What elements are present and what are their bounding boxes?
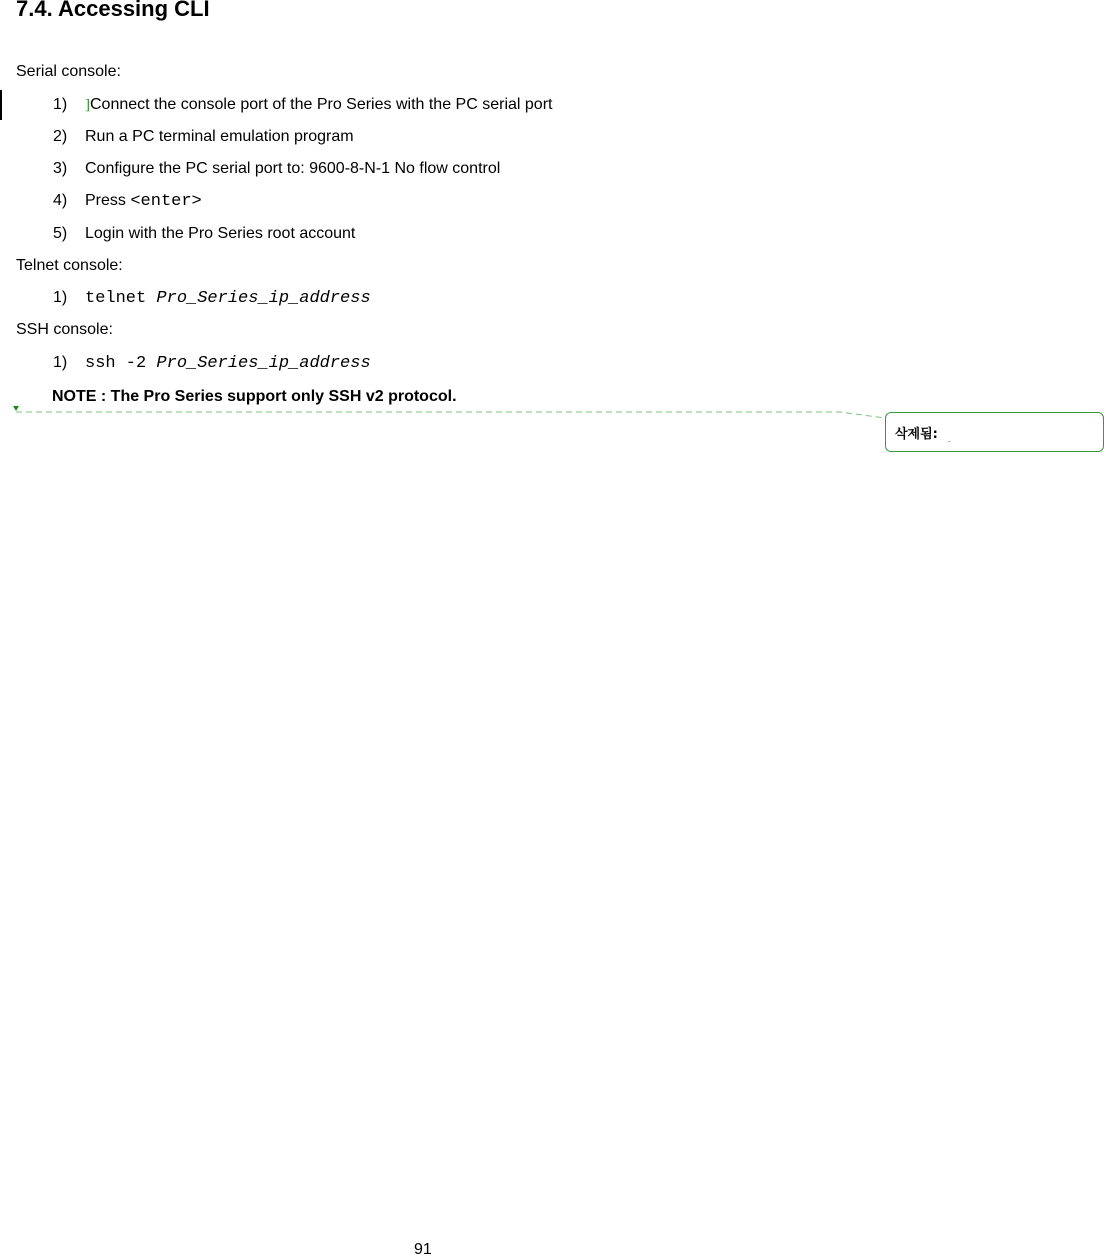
change-bar	[0, 90, 2, 120]
serial-step-5	[53, 225, 355, 243]
step-number: 1)	[53, 354, 68, 371]
step-text: Configure the PC serial port to: 9600-8-N-1 No flow control	[85, 160, 501, 177]
step-text: Login with the Pro Series root account	[85, 225, 356, 242]
step-number: 4)	[53, 192, 68, 209]
tracked-change-bracket: ]	[85, 97, 90, 113]
ssh-note: NOTE : The Pro Series support only SSH v2 protocol.	[52, 388, 457, 405]
step-text: Connect the console port of the Pro Series with the PC serial port	[90, 96, 553, 113]
deleted-content-placeholder	[948, 441, 951, 442]
tracked-deletion-balloon[interactable]	[885, 412, 1104, 452]
serial-step-2	[53, 128, 354, 146]
step-text: Press	[85, 192, 131, 209]
telnet-step-1	[53, 289, 371, 308]
step-code: <enter>	[130, 192, 202, 211]
ssh-step-1	[53, 354, 371, 373]
command-argument: Pro_Series_ip_address	[156, 289, 371, 308]
serial-step-3	[53, 160, 500, 178]
serial-step-1	[53, 96, 552, 114]
command-text: ssh -2	[85, 354, 157, 373]
page-number: 91	[414, 1241, 432, 1258]
step-number: 2)	[53, 128, 68, 145]
step-number: 1)	[53, 96, 68, 113]
section-heading: 7.4. Accessing CLI	[16, 0, 210, 21]
comment-connector-line	[0, 405, 890, 425]
step-number: 5)	[53, 225, 68, 242]
step-text: Run a PC terminal emulation program	[85, 128, 354, 145]
serial-console-label: Serial console:	[16, 63, 121, 80]
telnet-console-label: Telnet console:	[16, 257, 123, 274]
deletion-label: 삭제됨:	[895, 427, 938, 442]
command-argument: Pro_Series_ip_address	[156, 354, 371, 373]
serial-step-4	[53, 192, 202, 211]
command-text: telnet	[85, 289, 157, 308]
step-number: 1)	[53, 289, 68, 306]
ssh-console-label: SSH console:	[16, 321, 113, 338]
step-number: 3)	[53, 160, 68, 177]
